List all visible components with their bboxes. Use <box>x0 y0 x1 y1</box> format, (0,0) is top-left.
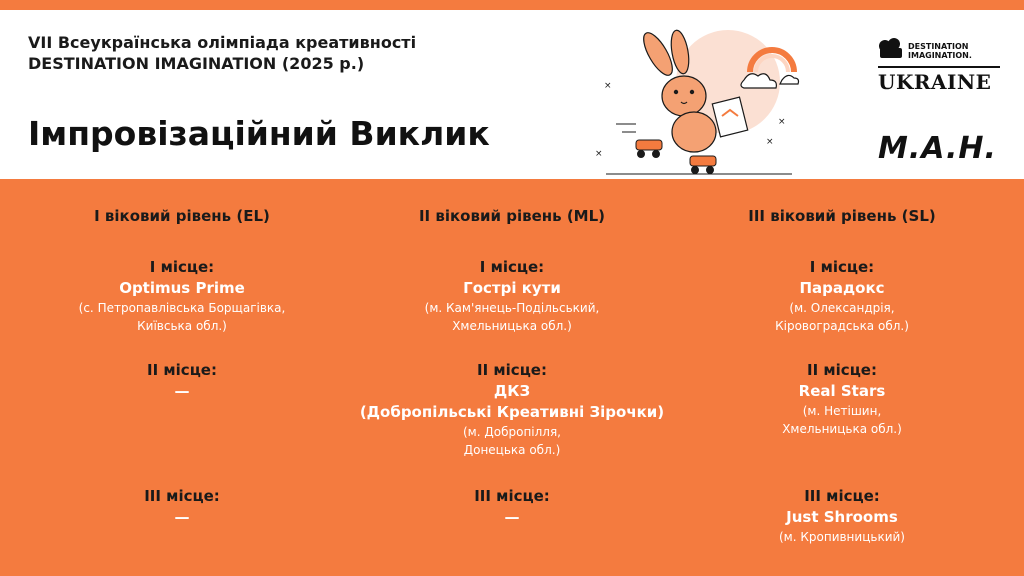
place-block <box>12 486 352 528</box>
place-block <box>672 360 1012 438</box>
age-level-heading: I віковий рівень (EL) <box>94 207 270 225</box>
di-country-label: UKRAINE <box>878 70 992 94</box>
team-full-name: (Добропільські Креативні Зірочки) <box>359 403 665 421</box>
place-label: II місце: <box>477 361 547 379</box>
svg-text:×: × <box>778 117 786 127</box>
team-name: — <box>504 508 520 526</box>
place-label: II місце: <box>147 361 217 379</box>
team-name: — <box>174 508 190 526</box>
di-wordmark <box>908 42 972 60</box>
place-label: III місце: <box>144 487 220 505</box>
place-block <box>342 360 682 459</box>
svg-text:×: × <box>766 137 774 147</box>
svg-text:×: × <box>595 149 603 159</box>
place-label: III місце: <box>474 487 550 505</box>
place-block <box>672 257 1012 335</box>
di-wordmark-line-1: DESTINATION <box>908 42 969 51</box>
place-block <box>672 486 1012 546</box>
team-location: (с. Петропавлівська Борщагівка, <box>78 301 286 315</box>
team-name: Парадокс <box>799 279 885 297</box>
team-location: Донецька обл.) <box>463 443 561 457</box>
team-name: Just Shrooms <box>786 508 898 526</box>
subtitle-line-2: DESTINATION IMAGINATION (2025 р.) <box>28 54 365 73</box>
team-location: (м. Кропивницький) <box>779 530 905 544</box>
team-location: (м. Олександрія, <box>789 301 895 315</box>
di-logo-divider <box>878 66 1000 68</box>
header <box>0 10 1024 179</box>
top-accent-stripe <box>0 0 1024 10</box>
results-panel <box>0 179 1024 576</box>
place-block <box>12 257 352 335</box>
olympiad-subtitle <box>28 32 416 74</box>
team-name: Real Stars <box>798 382 886 400</box>
team-location: Кіровоградська обл.) <box>775 319 909 333</box>
team-name: Гострі кути <box>463 279 561 297</box>
place-block <box>342 257 682 335</box>
svg-text:×: × <box>604 81 612 91</box>
team-location: (м. Кам'янець-Подільський, <box>424 301 600 315</box>
place-label: I місце: <box>479 258 545 276</box>
place-block <box>12 360 352 402</box>
team-name: — <box>174 382 190 400</box>
team-location: Хмельницька обл.) <box>452 319 572 333</box>
destination-imagination-logo <box>878 34 1000 104</box>
team-location: (м. Нетішин, <box>802 404 882 418</box>
place-label: III місце: <box>804 487 880 505</box>
page-title: Імпровізаційний Виклик <box>28 114 490 153</box>
age-level-heading: II віковий рівень (ML) <box>418 207 606 225</box>
place-label: II місце: <box>807 361 877 379</box>
place-block <box>342 486 682 528</box>
rabbit-rollerskate-illustration <box>596 24 806 182</box>
age-level-heading: III віковий рівень (SL) <box>748 207 936 225</box>
place-label: I місце: <box>809 258 875 276</box>
team-location: Хмельницька обл.) <box>782 422 902 436</box>
team-name: Optimus Prime <box>119 279 245 297</box>
di-wordmark-line-2: IMAGINATION. <box>908 51 972 60</box>
place-label: I місце: <box>149 258 215 276</box>
subtitle-line-1: VII Всеукраїнська олімпіада креативності <box>28 33 417 52</box>
di-emblem-icon <box>878 38 904 60</box>
team-location: Київська обл.) <box>137 319 227 333</box>
team-name: ДКЗ <box>493 382 531 400</box>
team-location: (м. Добропілля, <box>463 425 561 439</box>
man-logo: M.A.H. <box>878 131 997 166</box>
